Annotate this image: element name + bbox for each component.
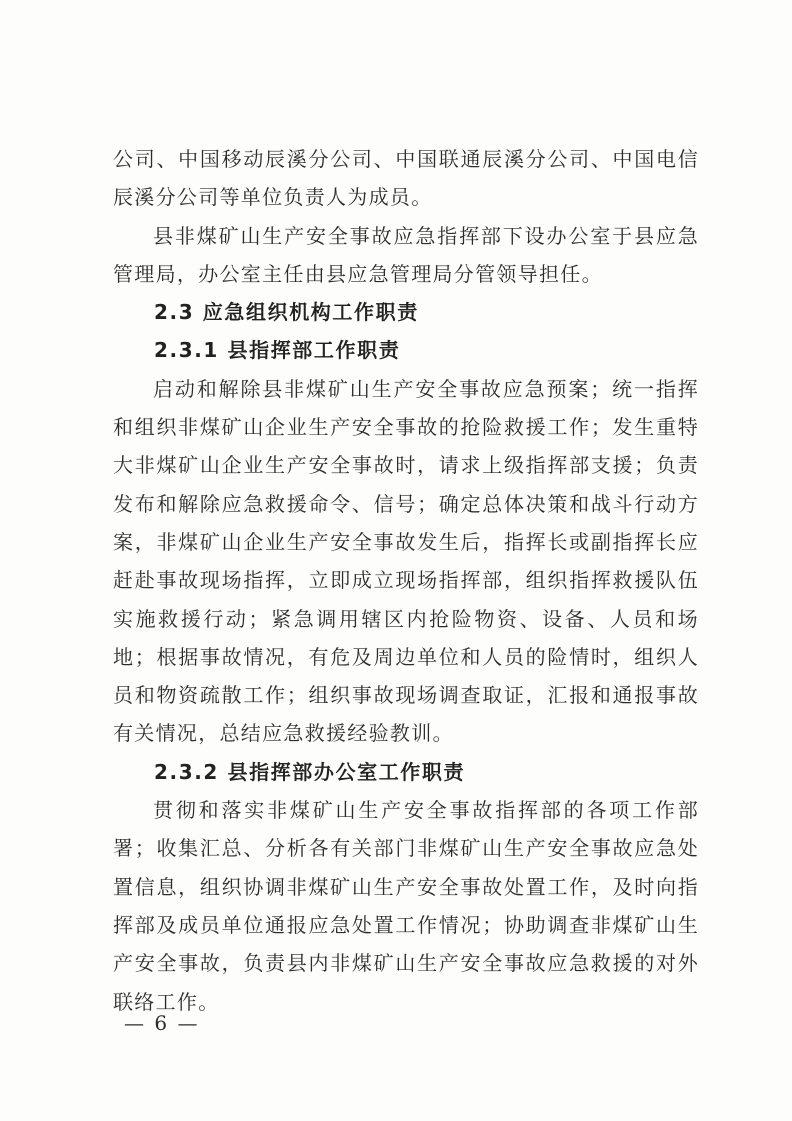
paragraph-office-duties: 贯彻和落实非煤矿山生产安全事故指挥部的各项工作部署；收集汇总、分析各有关部门非煤矿山生产安全事故应急处置信息，组织协调非煤矿山生产安全事故处置工作，及时向指挥部及成员单位通报应急处置工作情况；协助调查非煤矿山生产安全事故，负责县内非煤矿山生产安全事故应急救援的对外联络工作。 [113, 798, 699, 1014]
heading-2-3-1: 2.3.1 县指挥部工作职责 [154, 338, 401, 363]
heading-2-3-2: 2.3.2 县指挥部办公室工作职责 [154, 759, 466, 784]
heading-2-3: 2.3 应急组织机构工作职责 [154, 300, 419, 325]
paragraph-command-duties: 启动和解除县非煤矿山生产安全事故应急预案；统一指挥和组织非煤矿山企业生产安全事故的抢险救援工作；发生重特大非煤矿山企业生产安全事故时，请求上级指挥部支援；负责发布和解除应急救援命令、信号；确定总体决策和战斗行动方案，非煤矿山企业生产安全事故发生后，指挥长或副指挥长应赶赴事故现场指挥，立即成立现场指挥部，组织指挥救援队伍实施救援行动；紧急调用辖区内抢险物资、设备、人员和场地；根据事故情况，有危及周边单位和人员的险情时，组织人员和物资疏散工作；组织事故现场调查取证，汇报和通报事故有关情况，总结应急救援经验教训。 [113, 376, 699, 746]
page-number: — 6 — [124, 1011, 200, 1035]
paragraph-member-units: 公司、中国移动辰溪分公司、中国联通辰溪分公司、中国电信辰溪分公司等单位负责人为成员。 [113, 147, 699, 210]
document-body [113, 140, 699, 1021]
paragraph-office: 县非煤矿山生产安全事故应急指挥部下设办公室于县应急管理局，办公室主任由县应急管理局分管领导担任。 [113, 223, 699, 286]
